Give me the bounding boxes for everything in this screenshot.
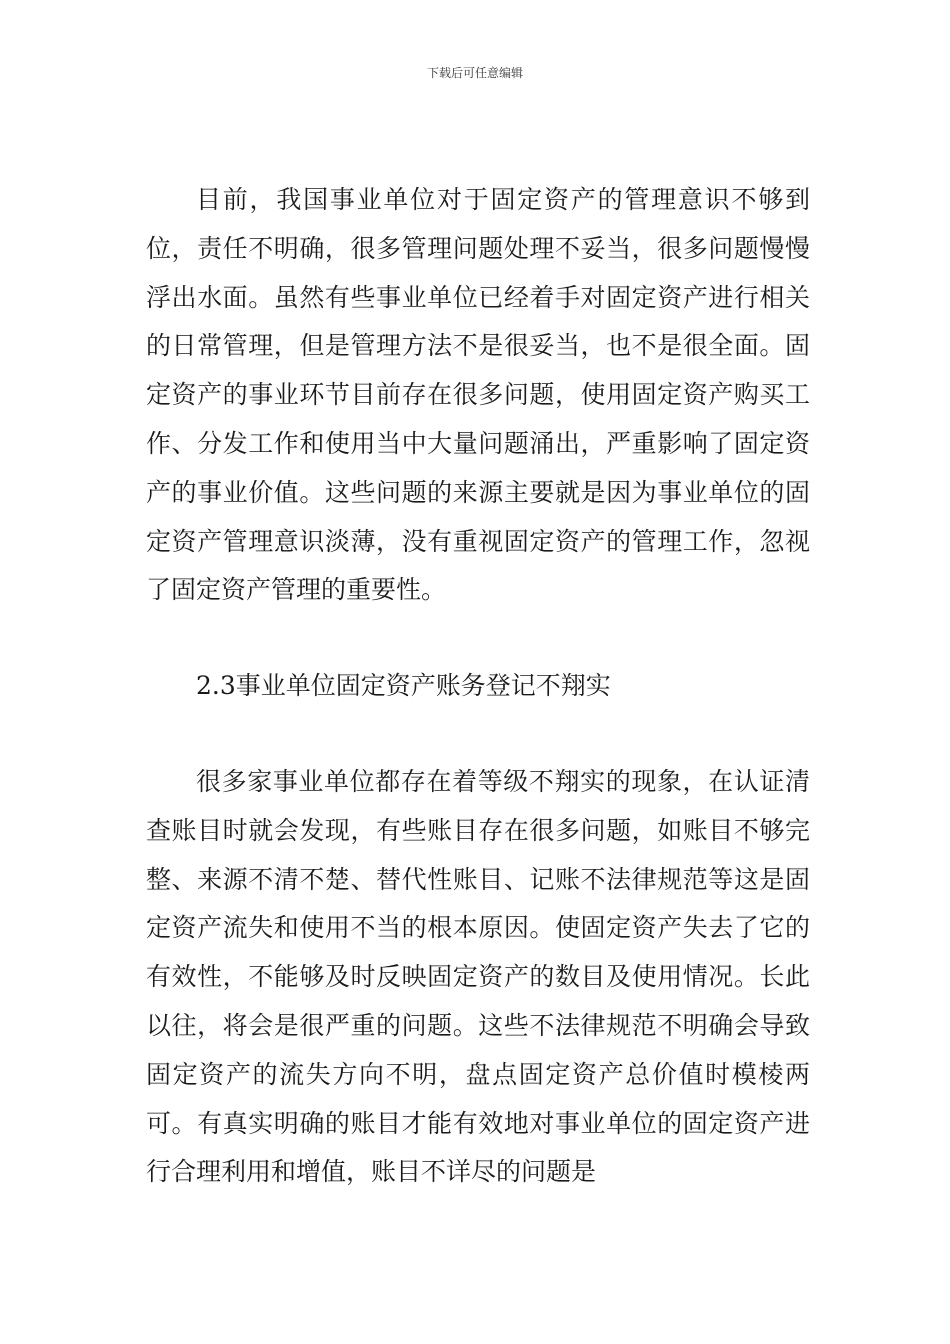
paragraph-1: 目前，我国事业单位对于固定资产的管理意识不够到位，责任不明确，很多管理问题处理不妥当，很多问题慢慢浮出水面。虽然有些事业单位已经着手对固定资产进行相关的日常管理，但是管理方法不是很妥当，也不是很全面。固定资产的事业环节目前存在很多问题，使用固定资产购买工作、分发工作和使用当中大量问题涌出，严重影响了固定资产的事业价值。这些问题的来源主要就是因为事业单位的固定资产管理意识淡薄，没有重视固定资产的管理工作，忽视了固定资产管理的重要性。 [146, 185, 810, 605]
paragraph-2: 很多家事业单位都存在着等级不翔实的现象，在认证清查账目时就会发现，有些账目存在很多问题，如账目不够完整、来源不清不楚、替代性账目、记账不法律规范等这是固定资产流失和使用不当的根本原因。使固定资产失去了它的有效性，不能够及时反映固定资产的数目及使用情况。长此以往，将会是很严重的问题。这些不法律规范不明确会导致固定资产的流失方向不明，盘点固定资产总价值时模棱两可。有真实明确的账目才能有效地对事业单位的固定资产进行合理利用和增值，账目不详尽的问题是 [146, 766, 810, 1187]
header-note: 下载后可任意编辑 [426, 66, 523, 80]
document-body [146, 176, 810, 1197]
section-heading: 2.3事业单位固定资产账务登记不翔实 [196, 671, 611, 701]
